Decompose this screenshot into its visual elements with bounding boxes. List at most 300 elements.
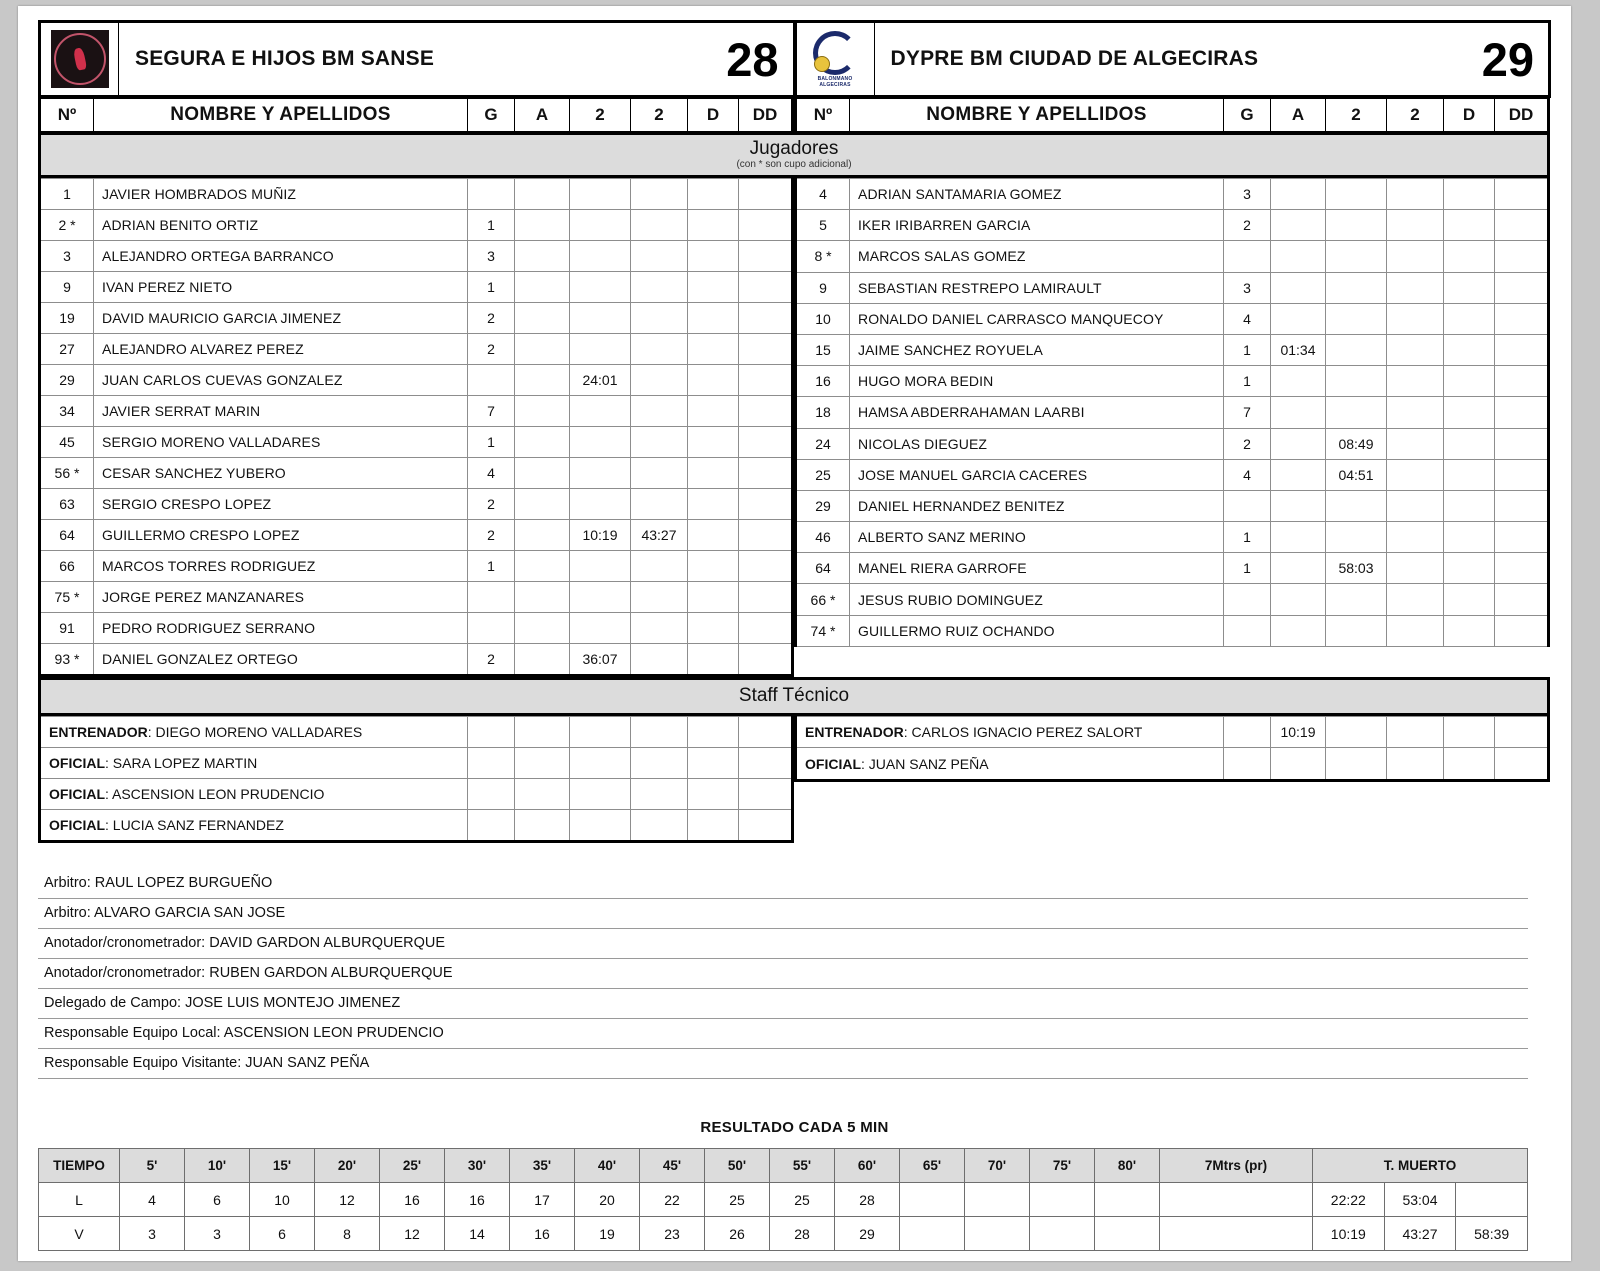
player-disqualification [688,458,739,489]
col-g: G [1224,99,1271,132]
result-timeout-cell: 10:19 [1313,1217,1385,1251]
staff-name: OFICIAL: ASCENSION LEON PRUDENCIO [40,779,468,810]
staff-warning [1271,748,1326,781]
player-warning [1271,615,1326,646]
player-goals: 7 [468,396,515,427]
player-warning [1271,241,1326,272]
official-line: Delegado de Campo: JOSE LUIS MONTEJO JIMENEZ [38,989,1528,1019]
player-name: SERGIO MORENO VALLADARES [94,427,468,458]
empty-cell [796,812,1224,843]
player-suspension-1: 08:49 [1326,428,1387,459]
player-warning [1271,522,1326,553]
result-score-cell: 17 [510,1183,575,1217]
player-warning [515,365,570,396]
player-warning [515,179,570,210]
table-row [796,490,1549,521]
player-suspension-2 [1387,490,1444,521]
result-score-cell: 25 [705,1183,770,1217]
player-dd [1495,522,1549,553]
result-score-cell: 12 [315,1183,380,1217]
col-two-a: 2 [1326,99,1387,132]
player-number: 91 [40,613,94,644]
staff-row-empty [796,780,1549,812]
player-suspension-2 [1387,584,1444,615]
table-row [40,396,793,427]
result-score-cell: 3 [185,1217,250,1251]
empty-cell [1326,812,1387,843]
empty-cell [1271,812,1326,843]
player-goals: 1 [468,551,515,582]
player-warning [515,458,570,489]
result-score-cell: 6 [250,1217,315,1251]
staff-suspension-2 [1387,717,1444,748]
home-team-header [38,20,795,98]
result-score-cell: 4 [120,1183,185,1217]
player-disqualification [688,334,739,365]
players-band [38,132,1550,178]
player-suspension-2 [1387,210,1444,241]
col-two-b: 2 [631,99,688,132]
table-row [796,210,1549,241]
player-suspension-2 [1387,179,1444,210]
result-interval-14: 70' [965,1149,1030,1183]
player-suspension-1: 24:01 [570,365,631,396]
player-dd [1495,334,1549,365]
player-name: DANIEL GONZALEZ ORTEGO [94,644,468,676]
player-name: GUILLERMO CRESPO LOPEZ [94,520,468,551]
player-suspension-2 [1387,459,1444,490]
player-suspension-1 [570,427,631,458]
result-timeout-cell [1456,1183,1528,1217]
result-timeout-label: T. MUERTO [1313,1149,1528,1183]
player-number: 75 * [40,582,94,613]
empty-cell [1495,646,1549,677]
player-suspension-2: 43:27 [631,520,688,551]
player-dd [1495,272,1549,303]
result-score-cell: 10 [250,1183,315,1217]
player-number: 29 [796,490,850,521]
player-dd [739,520,793,551]
player-goals: 3 [1224,179,1271,210]
result-time-label: TIEMPO [39,1149,120,1183]
table-row [796,553,1549,584]
player-goals: 4 [468,458,515,489]
player-number: 66 [40,551,94,582]
staff-dd [739,810,793,842]
player-name: DANIEL HERNANDEZ BENITEZ [850,490,1224,521]
home-staff-table [38,716,794,843]
result-interval-8: 40' [575,1149,640,1183]
result-timeout-cell: 58:39 [1456,1217,1528,1251]
player-name: JUAN CARLOS CUEVAS GONZALEZ [94,365,468,396]
players-band-title: Jugadores [749,138,839,159]
player-warning [1271,490,1326,521]
player-name: MARCOS TORRES RODRIGUEZ [94,551,468,582]
result-score-cell: 29 [835,1217,900,1251]
staff-suspension-1 [570,717,631,748]
player-goals: 2 [468,644,515,676]
player-suspension-1 [1326,522,1387,553]
player-goals: 2 [468,489,515,520]
staff-dd [739,779,793,810]
player-warning [1271,210,1326,241]
result-score-cell [900,1183,965,1217]
staff-goals [468,717,515,748]
player-number: 64 [40,520,94,551]
table-row [40,334,793,365]
player-suspension-2 [1387,303,1444,334]
table-row [40,489,793,520]
player-dd [739,396,793,427]
player-name: MARCOS SALAS GOMEZ [850,241,1224,272]
col-name: NOMBRE Y APELLIDOS [850,99,1224,132]
result-score-cell [965,1217,1030,1251]
staff-name: ENTRENADOR: DIEGO MORENO VALLADARES [40,717,468,748]
empty-cell [1387,646,1444,677]
player-number: 19 [40,303,94,334]
player-dd [1495,303,1549,334]
player-number: 46 [796,522,850,553]
player-dd [1495,490,1549,521]
player-goals [1224,584,1271,615]
result-score-cell: 28 [770,1217,835,1251]
player-disqualification [1444,334,1495,365]
player-dd [739,334,793,365]
player-disqualification [688,551,739,582]
player-suspension-2 [631,396,688,427]
player-warning: 01:34 [1271,334,1326,365]
col-g: G [468,99,515,132]
result-timeout-cell: 22:22 [1313,1183,1385,1217]
column-headers [38,98,1551,132]
result-title: RESULTADO CADA 5 MIN [700,1119,889,1136]
empty-cell [1495,780,1549,812]
col-a: A [1271,99,1326,132]
player-name: ADRIAN BENITO ORTIZ [94,210,468,241]
player-suspension-2 [631,582,688,613]
staff-suspension-2 [1387,748,1444,781]
staff-dd [1495,717,1549,748]
player-dd [1495,428,1549,459]
player-number: 2 * [40,210,94,241]
player-suspension-1: 58:03 [1326,553,1387,584]
result-interval-16: 80' [1095,1149,1160,1183]
result-score-cell: 14 [445,1217,510,1251]
player-number: 24 [796,428,850,459]
staff-suspension-2 [631,779,688,810]
result-score-cell: 6 [185,1183,250,1217]
player-dd [1495,459,1549,490]
player-warning [515,582,570,613]
staff-goals [468,810,515,842]
player-dd [739,458,793,489]
player-suspension-1 [1326,366,1387,397]
player-dd [1495,241,1549,272]
col-two-b: 2 [1387,99,1444,132]
table-row [796,241,1549,272]
player-disqualification [1444,397,1495,428]
player-name: HAMSA ABDERRAHAMAN LAARBI [850,397,1224,428]
player-suspension-2 [1387,397,1444,428]
player-number: 66 * [796,584,850,615]
player-dd [1495,210,1549,241]
player-dd [739,210,793,241]
players-band-note: (con * son cupo adicional) [736,159,852,170]
away-roster-table [794,178,1550,677]
player-name: ALBERTO SANZ MERINO [850,522,1224,553]
player-goals [468,613,515,644]
player-disqualification [688,179,739,210]
result-score-cell [1030,1183,1095,1217]
player-disqualification [688,272,739,303]
player-suspension-2 [1387,615,1444,646]
player-dd [739,303,793,334]
table-row [40,179,793,210]
player-number: 25 [796,459,850,490]
player-suspension-2 [631,644,688,676]
staff-suspension-2 [631,810,688,842]
staff-goals [1224,748,1271,781]
player-goals: 1 [1224,553,1271,584]
player-suspension-1 [570,334,631,365]
player-goals: 1 [1224,522,1271,553]
staff-name: OFICIAL: LUCIA SANZ FERNANDEZ [40,810,468,842]
player-disqualification [1444,210,1495,241]
result-row [39,1183,1528,1217]
player-dd [739,427,793,458]
player-goals: 2 [1224,210,1271,241]
player-suspension-1: 10:19 [570,520,631,551]
player-suspension-2 [631,303,688,334]
empty-cell [1224,812,1271,843]
player-dd [1495,366,1549,397]
result-interval-12: 60' [835,1149,900,1183]
result-interval-4: 20' [315,1149,380,1183]
player-suspension-2 [1387,241,1444,272]
col-dd: DD [739,99,793,132]
player-name: RONALDO DANIEL CARRASCO MANQUECOY [850,303,1224,334]
player-disqualification [688,210,739,241]
player-disqualification [1444,615,1495,646]
empty-cell [1495,812,1549,843]
player-name: JORGE PEREZ MANZANARES [94,582,468,613]
player-name: ALEJANDRO ORTEGA BARRANCO [94,241,468,272]
player-warning [515,210,570,241]
player-warning [1271,428,1326,459]
col-a: A [515,99,570,132]
player-suspension-2 [1387,366,1444,397]
empty-cell [1444,646,1495,677]
player-goals: 1 [468,272,515,303]
empty-cell [1224,780,1271,812]
player-suspension-1 [1326,397,1387,428]
player-suspension-1 [1326,334,1387,365]
staff-suspension-1 [570,810,631,842]
player-suspension-1 [1326,490,1387,521]
staff-dd [739,717,793,748]
table-row [40,520,793,551]
home-team-name: SEGURA E HIJOS BM SANSE [135,47,435,70]
result-interval-5: 25' [380,1149,445,1183]
player-goals: 2 [468,520,515,551]
home-team-score: 28 [726,32,779,86]
player-disqualification [688,396,739,427]
player-name: GUILLERMO RUIZ OCHANDO [850,615,1224,646]
player-suspension-1 [1326,615,1387,646]
player-suspension-1 [570,179,631,210]
player-number: 5 [796,210,850,241]
player-warning [1271,553,1326,584]
staff-warning [515,717,570,748]
player-warning [515,644,570,676]
official-line: Responsable Equipo Local: ASCENSION LEON PRUDENCIO [38,1019,1528,1049]
result-score-cell: 26 [705,1217,770,1251]
player-dd [1495,553,1549,584]
player-dd [739,551,793,582]
staff-disqualification [1444,748,1495,781]
player-suspension-2 [1387,522,1444,553]
player-warning [1271,179,1326,210]
staff-warning [515,810,570,842]
player-warning [1271,303,1326,334]
player-number: 93 * [40,644,94,676]
player-suspension-1 [1326,179,1387,210]
player-number: 74 * [796,615,850,646]
player-warning [515,303,570,334]
player-name: CESAR SANCHEZ YUBERO [94,458,468,489]
staff-disqualification [688,748,739,779]
staff-suspension-1 [1326,748,1387,781]
staff-warning: 10:19 [1271,717,1326,748]
staff-suspension-2 [631,717,688,748]
player-number: 9 [40,272,94,303]
result-interval-13: 65' [900,1149,965,1183]
staff-name: OFICIAL: SARA LOPEZ MARTIN [40,748,468,779]
staff-suspension-1 [1326,717,1387,748]
staff-suspension-2 [631,748,688,779]
player-suspension-2 [631,210,688,241]
officials-list [38,869,1528,1079]
result-score-cell: 28 [835,1183,900,1217]
match-report-page [18,6,1571,1261]
player-warning [515,334,570,365]
player-number: 63 [40,489,94,520]
staff-section [38,716,1551,843]
staff-dd [1495,748,1549,781]
col-two-a: 2 [570,99,631,132]
player-disqualification [688,520,739,551]
table-row [796,366,1549,397]
player-number: 4 [796,179,850,210]
away-column-headers [794,98,1550,132]
player-goals [468,179,515,210]
player-suspension-1: 04:51 [1326,459,1387,490]
team-headers [38,20,1551,98]
player-number: 10 [796,303,850,334]
player-goals: 2 [1224,428,1271,459]
staff-suspension-1 [570,748,631,779]
player-disqualification [688,644,739,676]
player-suspension-1 [570,458,631,489]
player-disqualification [688,241,739,272]
player-dd [1495,179,1549,210]
result-score-cell: 22 [640,1183,705,1217]
result-interval-1: 5' [120,1149,185,1183]
empty-cell [850,646,1224,677]
result-score-cell: 16 [510,1217,575,1251]
player-number: 18 [796,397,850,428]
player-disqualification [1444,428,1495,459]
table-row [40,644,793,676]
player-suspension-2 [631,334,688,365]
sanse-logo-icon [51,30,109,88]
result-interval-6: 30' [445,1149,510,1183]
col-d: D [688,99,739,132]
player-disqualification [688,582,739,613]
player-warning [515,489,570,520]
player-warning [515,396,570,427]
player-goals: 2 [468,303,515,334]
table-row [40,365,793,396]
empty-cell [1271,646,1326,677]
result-score-cell [1030,1217,1095,1251]
player-suspension-2 [631,551,688,582]
result-score-cell: 12 [380,1217,445,1251]
result-row-label: V [39,1217,120,1251]
player-warning [1271,366,1326,397]
player-name: IVAN PEREZ NIETO [94,272,468,303]
away-team-logo-cell [797,23,875,95]
player-number: 27 [40,334,94,365]
player-warning [1271,584,1326,615]
player-disqualification [1444,490,1495,521]
player-disqualification [688,303,739,334]
player-disqualification [688,613,739,644]
result-interval-7: 35' [510,1149,575,1183]
player-suspension-2 [631,179,688,210]
home-column-headers [38,98,794,132]
player-goals: 4 [1224,459,1271,490]
table-row [796,522,1549,553]
staff-suspension-1 [570,779,631,810]
player-name: MANEL RIERA GARROFE [850,553,1224,584]
table-row [796,459,1549,490]
player-number: 34 [40,396,94,427]
table-row [796,615,1549,646]
player-suspension-2 [631,458,688,489]
empty-cell [1326,646,1387,677]
staff-row [40,748,793,779]
player-suspension-1 [1326,303,1387,334]
col-num: Nº [40,99,94,132]
player-number: 16 [796,366,850,397]
staff-row [40,717,793,748]
table-row [40,272,793,303]
player-number: 56 * [40,458,94,489]
table-row [40,582,793,613]
player-number: 1 [40,179,94,210]
table-row [40,551,793,582]
empty-cell [1444,780,1495,812]
empty-cell [1387,780,1444,812]
player-name: SERGIO CRESPO LOPEZ [94,489,468,520]
player-disqualification [1444,366,1495,397]
player-suspension-1 [1326,272,1387,303]
staff-goals [468,779,515,810]
col-num: Nº [796,99,850,132]
player-goals: 7 [1224,397,1271,428]
staff-warning [515,748,570,779]
